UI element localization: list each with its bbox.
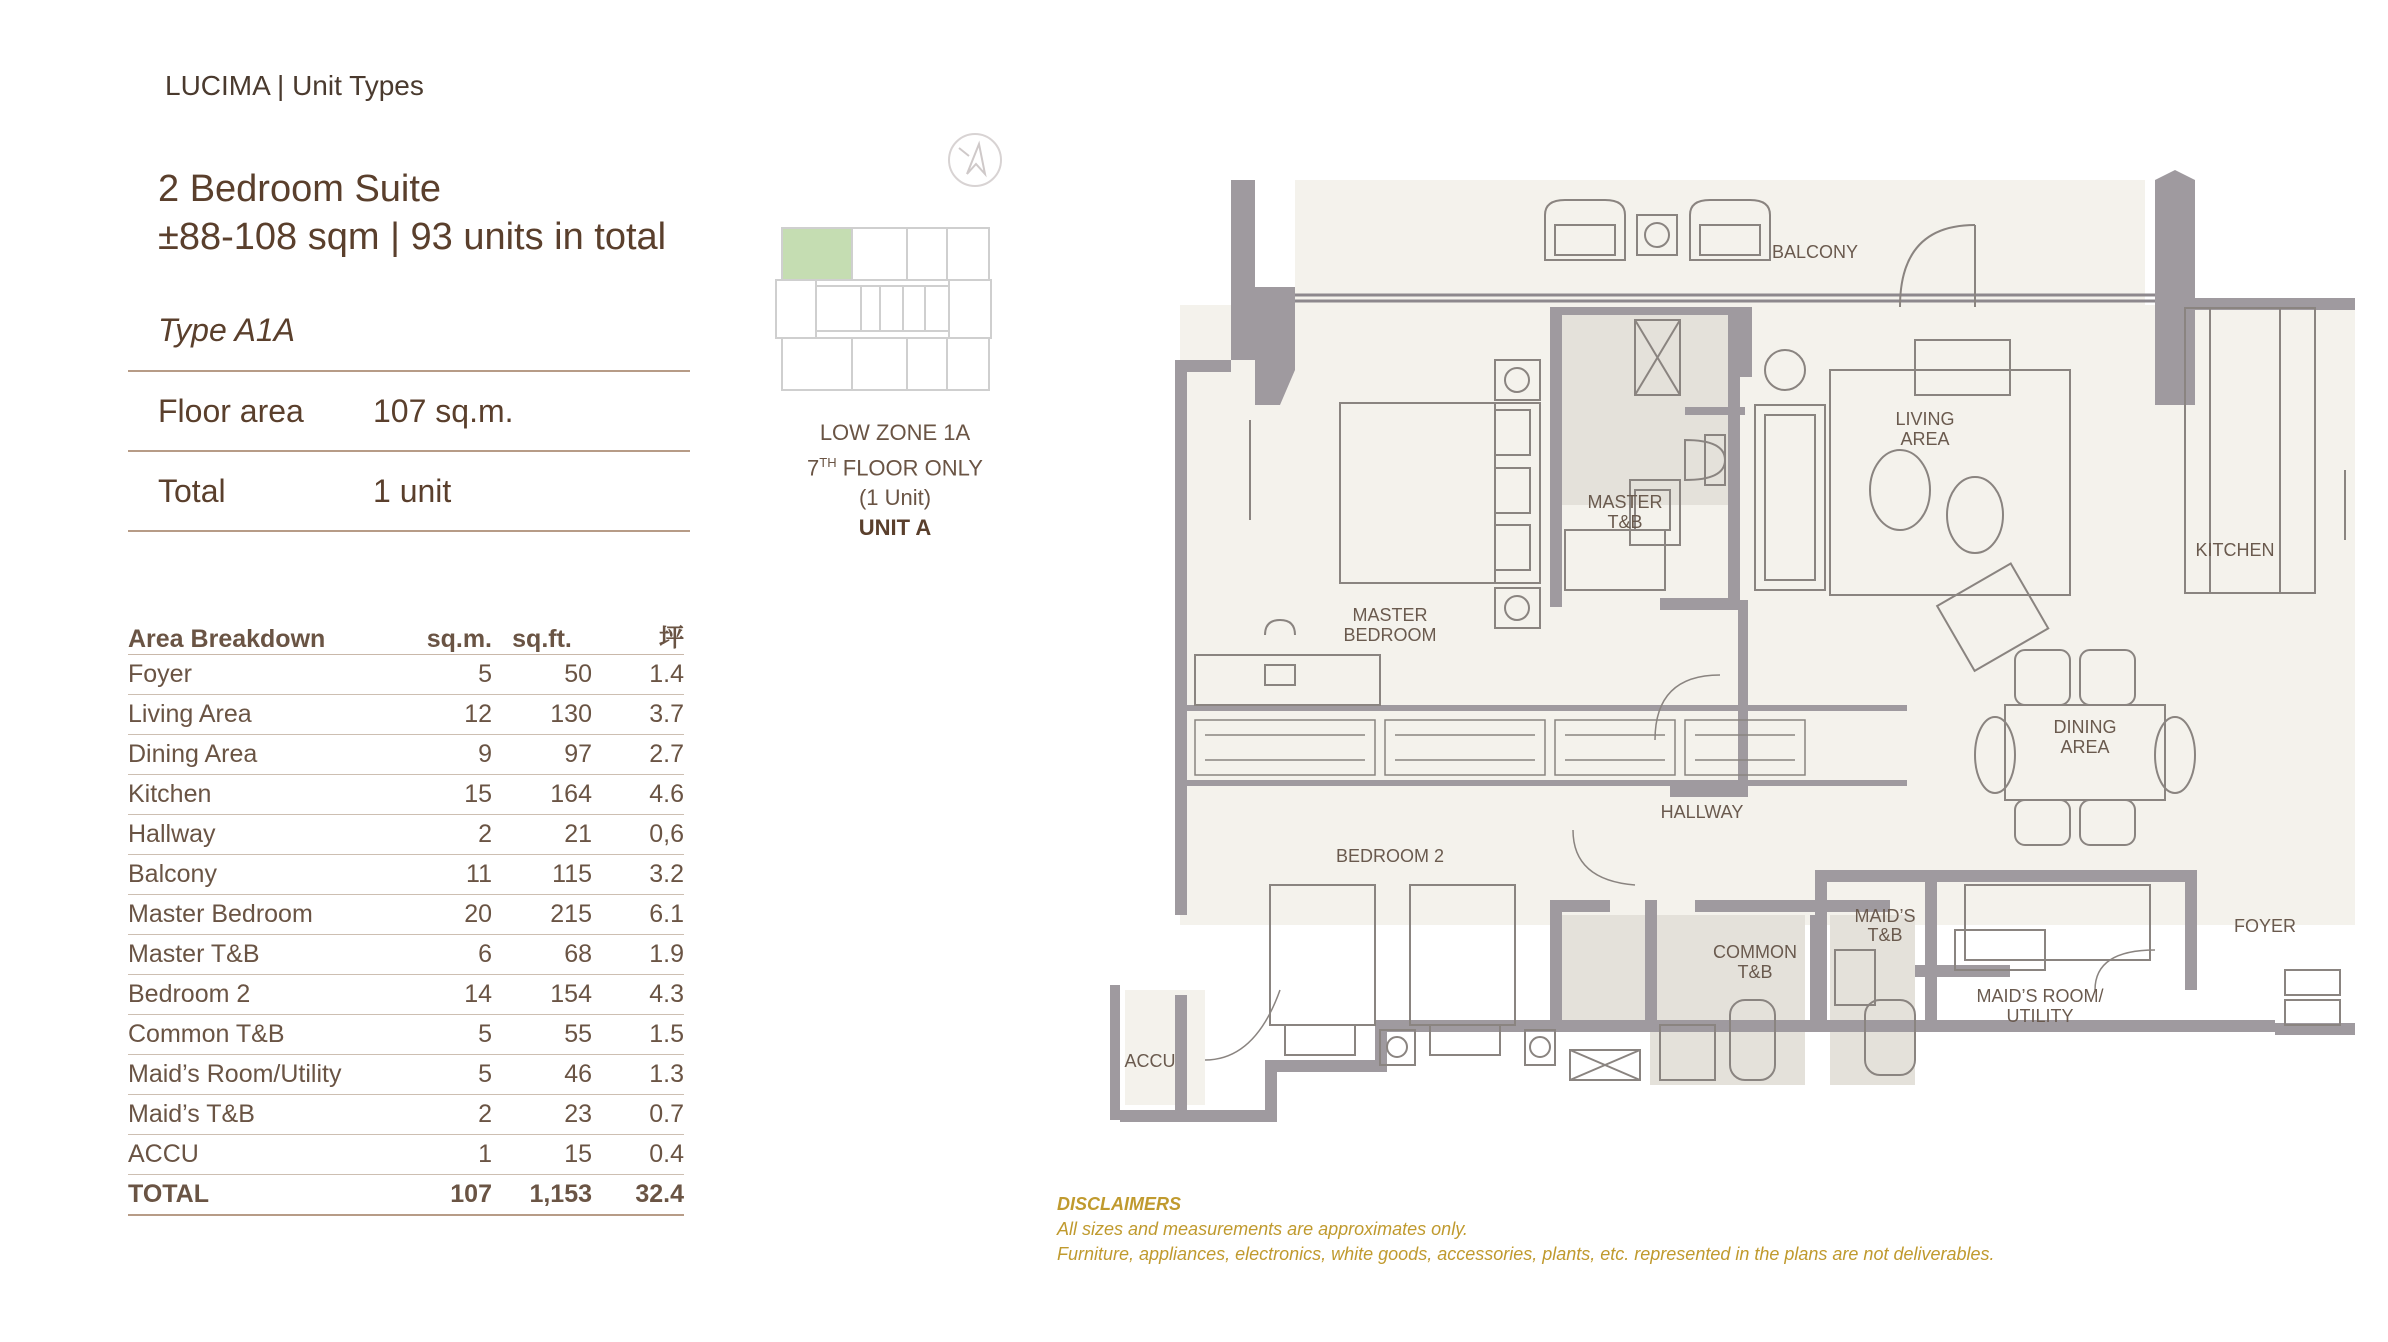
disclaimer-line-1: All sizes and measurements are approximates only. [1057, 1219, 1468, 1239]
label-master-bedroom-2: BEDROOM [1343, 625, 1437, 645]
key-plan [770, 224, 1000, 404]
disclaimers [1057, 1192, 1995, 1267]
unit-highlight [782, 228, 852, 280]
disclaimer-heading: DISCLAIMERS [1057, 1194, 1182, 1214]
area-sqft: 215 [550, 900, 592, 928]
area-tsubo: 3.7 [649, 700, 684, 728]
area-name: Foyer [128, 660, 192, 688]
label-master-tb-2: T&B [1607, 512, 1643, 532]
area-tsubo: 1.4 [649, 660, 684, 688]
floor-area-row [128, 370, 690, 450]
area-sqm: 5 [478, 1020, 492, 1048]
area-tsubo: 6.1 [649, 900, 684, 928]
area-row [128, 815, 684, 855]
header-sqm: sq.m. [426, 625, 492, 653]
area-tsubo: 4.6 [649, 780, 684, 808]
label-bedroom2: BEDROOM 2 [1335, 846, 1445, 866]
area-name: Master Bedroom [128, 900, 313, 928]
area-row [128, 1135, 684, 1175]
unit-subtitle: ±88-108 sqm | 93 units in total [158, 216, 667, 258]
label-hallway: HALLWAY [1660, 802, 1744, 822]
label-kitchen: KITCHEN [2195, 540, 2275, 560]
area-row [128, 1095, 684, 1135]
area-tsubo: 0,6 [649, 820, 684, 848]
area-sqft: 154 [550, 980, 592, 1008]
area-sqft: 68 [564, 940, 592, 968]
area-tsubo: 1.3 [649, 1060, 684, 1088]
area-sqm: 2 [478, 820, 492, 848]
label-living-1: LIVING [1895, 409, 1955, 429]
label-maids-room-1: MAID’S ROOM/ [1976, 986, 2104, 1006]
brand-header: LUCIMA | Unit Types [165, 70, 424, 101]
floor-plan [1095, 170, 2355, 1160]
zone-line: LOW ZONE 1A [819, 420, 971, 445]
area-row [128, 1015, 684, 1055]
area-sqft: 164 [550, 780, 592, 808]
area-name: Common T&B [128, 1020, 285, 1048]
label-common-tb-2: T&B [1737, 962, 1773, 982]
area-sqft: 46 [564, 1060, 592, 1088]
header-sqft: sq.ft. [512, 625, 572, 653]
label-dining-1: DINING [2053, 717, 2117, 737]
total-tsubo: 32.4 [635, 1180, 684, 1208]
area-row [128, 855, 684, 895]
label-master-tb-1: MASTER [1587, 492, 1663, 512]
floor-line: 7TH FLOOR ONLY [807, 455, 983, 481]
total-sqft: 1,153 [529, 1180, 592, 1208]
label-living-2: AREA [1900, 429, 1950, 449]
unit-line: UNIT A [858, 515, 932, 541]
area-sqft: 50 [564, 660, 592, 688]
label-master-bedroom-1: MASTER [1352, 605, 1428, 625]
area-row [128, 695, 684, 735]
area-tsubo: 4.3 [649, 980, 684, 1008]
area-sqft: 55 [564, 1020, 592, 1048]
area-name: Maid’s Room/Utility [128, 1060, 342, 1088]
header-tsubo: 坪 [658, 624, 684, 652]
area-sqm: 14 [464, 980, 492, 1008]
floor-area-label: Floor area [158, 392, 304, 429]
unit-type: Type A1A [158, 312, 295, 348]
area-tsubo: 1.9 [649, 940, 684, 968]
area-name: Bedroom 2 [128, 980, 251, 1008]
area-row [128, 935, 684, 975]
area-name: Living Area [128, 700, 252, 728]
area-sqft: 21 [564, 820, 592, 848]
unit-title: 2 Bedroom Suite [158, 168, 442, 210]
area-row [128, 975, 684, 1015]
unit-count-line: (1 Unit) [858, 485, 932, 511]
area-tsubo: 0.4 [649, 1140, 684, 1168]
label-maids-tb-1: MAID’S [1854, 906, 1916, 926]
area-sqm: 20 [464, 900, 492, 928]
area-name: Maid’s T&B [128, 1100, 255, 1128]
area-sqm: 9 [478, 740, 492, 768]
label-foyer: FOYER [2233, 916, 2297, 936]
total-value: 1 unit [373, 472, 452, 509]
area-tsubo: 0.7 [649, 1100, 684, 1128]
area-name: Hallway [128, 820, 216, 848]
key-plan-caption [760, 418, 1030, 543]
area-sqm: 5 [478, 660, 492, 688]
area-breakdown-header [128, 618, 684, 655]
area-sqft: 15 [564, 1140, 592, 1168]
area-tsubo: 1.5 [649, 1020, 684, 1048]
north-compass-icon [945, 130, 1005, 190]
area-name: Master T&B [128, 940, 260, 968]
area-name: Balcony [128, 860, 217, 888]
total-row [128, 450, 690, 532]
label-accu: ACCU [1124, 1051, 1176, 1071]
label-dining-2: AREA [2060, 737, 2110, 757]
area-name: ACCU [128, 1140, 199, 1168]
area-breakdown-table [128, 618, 684, 1216]
total-name: TOTAL [128, 1180, 210, 1208]
label-balcony: BALCONY [1771, 242, 1859, 262]
area-sqft: 23 [564, 1100, 592, 1128]
label-maids-room-2: UTILITY [2006, 1006, 2074, 1026]
area-sqm: 6 [478, 940, 492, 968]
label-maids-tb-2: T&B [1867, 925, 1903, 945]
area-tsubo: 2.7 [649, 740, 684, 768]
floor-area-value: 107 sq.m. [373, 392, 514, 429]
area-row [128, 1055, 684, 1095]
area-row [128, 895, 684, 935]
area-sqm: 5 [478, 1060, 492, 1088]
area-name: Dining Area [128, 740, 258, 768]
unit-info-table [128, 370, 690, 532]
area-sqm: 15 [464, 780, 492, 808]
area-sqm: 1 [478, 1140, 492, 1168]
area-total-row [128, 1175, 684, 1216]
area-name: Kitchen [128, 780, 212, 808]
disclaimer-line-2: Furniture, appliances, electronics, white goods, accessories, plants, etc. represented in the plans are not deliverables. [1057, 1244, 1995, 1264]
area-sqm: 2 [478, 1100, 492, 1128]
label-common-tb-1: COMMON [1713, 942, 1797, 962]
header-area: Area Breakdown [128, 625, 326, 653]
area-row [128, 775, 684, 815]
area-sqft: 130 [550, 700, 592, 728]
total-sqm: 107 [450, 1180, 492, 1208]
area-sqft: 115 [552, 860, 592, 888]
total-label: Total [158, 472, 226, 509]
area-sqm: 11 [466, 860, 492, 888]
area-row [128, 735, 684, 775]
area-sqm: 12 [464, 700, 492, 728]
area-row [128, 655, 684, 695]
area-sqft: 97 [564, 740, 592, 768]
area-tsubo: 3.2 [649, 860, 684, 888]
